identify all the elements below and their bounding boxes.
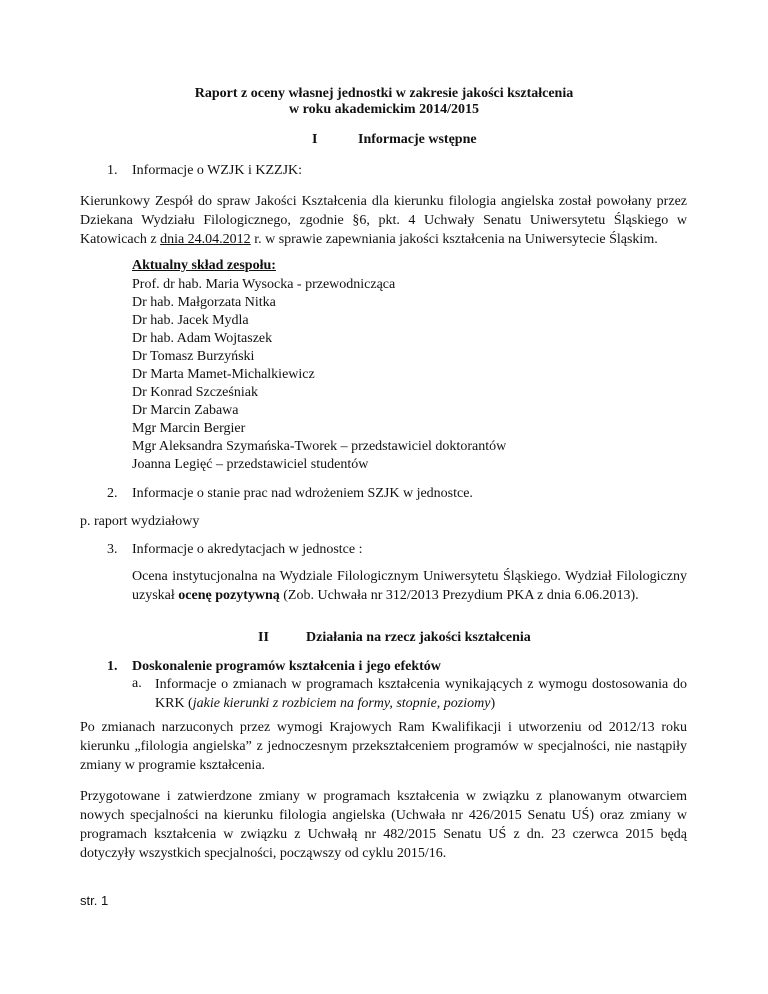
item3-number: 3. <box>107 542 118 557</box>
report-title-line1: Raport z oceny własnej jednostki w zakresie jakości kształcenia <box>194 86 574 101</box>
team-member: Mgr Marcin Bergier <box>132 421 246 436</box>
team-member: Dr hab. Adam Wojtaszek <box>132 331 273 346</box>
para-accreditation <box>132 567 687 605</box>
report-title-line2: w roku akademickim 2014/2015 <box>289 102 479 117</box>
subsection1-title: Doskonalenie programów kształcenia i jego efektów <box>132 659 441 674</box>
section2-number: II <box>258 630 269 645</box>
team-member: Dr Marta Mamet-Michalkiewicz <box>132 367 315 382</box>
para-accreditation-text-b: (Zob. Uchwała nr 312/2013 Prezydium PKA z dnia 6.06.2013). <box>279 588 639 603</box>
team-member: Dr Konrad Szcześniak <box>132 385 258 400</box>
item1-label: Informacje o WZJK i KZZJK: <box>132 163 303 178</box>
team-member: Joanna Legięć – przedstawiciel studentów <box>132 457 369 472</box>
para-team-intro-text-b: r. w sprawie zapewniania jakości kształcenia na Uniwersytecie Śląskim. <box>250 232 658 247</box>
subsection1a-text <box>155 675 687 713</box>
subsection1-number: 1. <box>107 659 118 674</box>
team-member: Mgr Aleksandra Szymańska-Tworek – przedstawiciel doktorantów <box>132 439 507 454</box>
para-accreditation-text-a: Ocena instytucjonalna na Wydziale Filologicznym Uniwersytetu Śląskiego. Wydział Filologiczny uzyskał <box>132 569 687 603</box>
page-number: str. 1 <box>80 893 109 908</box>
subsection1a-letter: a. <box>132 676 142 691</box>
para-team-intro <box>80 192 687 249</box>
team-member: Prof. dr hab. Maria Wysocka - przewodnicząca <box>132 277 396 292</box>
item1-number: 1. <box>107 163 118 178</box>
team-member: Dr hab. Małgorzata Nitka <box>132 295 276 310</box>
para-team-intro-date: dnia 24.04.2012 <box>160 232 251 247</box>
team-member: Dr hab. Jacek Mydla <box>132 313 249 328</box>
faculty-report-reference: p. raport wydziałowy <box>80 514 200 529</box>
para-krk-changes: Po zmianach narzuconych przez wymogi Krajowych Ram Kwalifikacji i utworzeniu od 2012/13 roku kierunku „filologia angielska” z jednoczesnym przekształceniem programów w specjalności, nie nastąpiły zmiany w programie kształcenia. <box>80 720 687 773</box>
section2-title: Działania na rzecz jakości kształcenia <box>306 630 531 645</box>
team-member: Dr Tomasz Burzyński <box>132 349 255 364</box>
item2-label: Informacje o stanie prac nad wdrożeniem SZJK w jednostce. <box>132 486 473 501</box>
subsection1a-text-italic: jakie kierunki z rozbiciem na formy, stopnie, poziomy <box>192 696 491 711</box>
para-team-intro-text-a: Kierunkowy Zespół do spraw Jakości Kształcenia dla kierunku filologia angielska został powołany przez Dziekana Wydziału Filologicznego, zgodnie §6, pkt. 4 Uchwały Senatu Uniwersytetu Śląskiego w Katowicach z <box>80 194 687 247</box>
section1-title: Informacje wstępne <box>358 132 477 147</box>
item2-number: 2. <box>107 486 118 501</box>
subsection1a-text-end: ) <box>490 696 496 711</box>
item3-label: Informacje o akredytacjach w jednostce : <box>132 542 363 557</box>
subsection1a-text-main: Informacje o zmianach w programach kształcenia wynikających z wymogu dostosowania do KRK ( <box>155 677 687 711</box>
section1-number: I <box>312 132 318 147</box>
team-heading: Aktualny skład zespołu: <box>132 258 276 273</box>
team-member: Dr Marcin Zabawa <box>132 403 239 418</box>
para-accreditation-rating: ocenę pozytywną <box>178 588 280 603</box>
para-program-changes: Przygotowane i zatwierdzone zmiany w programach kształcenia w związku z planowanym otwarciem nowych specjalności na kierunku filologia angielska (Uchwała nr 426/2015 Senatu UŚ) oraz zmiany w programach kształcenia w związku z Uchwałą nr 482/2015 Senatu UŚ z dn. 23 czerwca 2015 będą dotyczyły wszystkich specjalności, począwszy od cyklu 2015/16. <box>80 789 687 861</box>
